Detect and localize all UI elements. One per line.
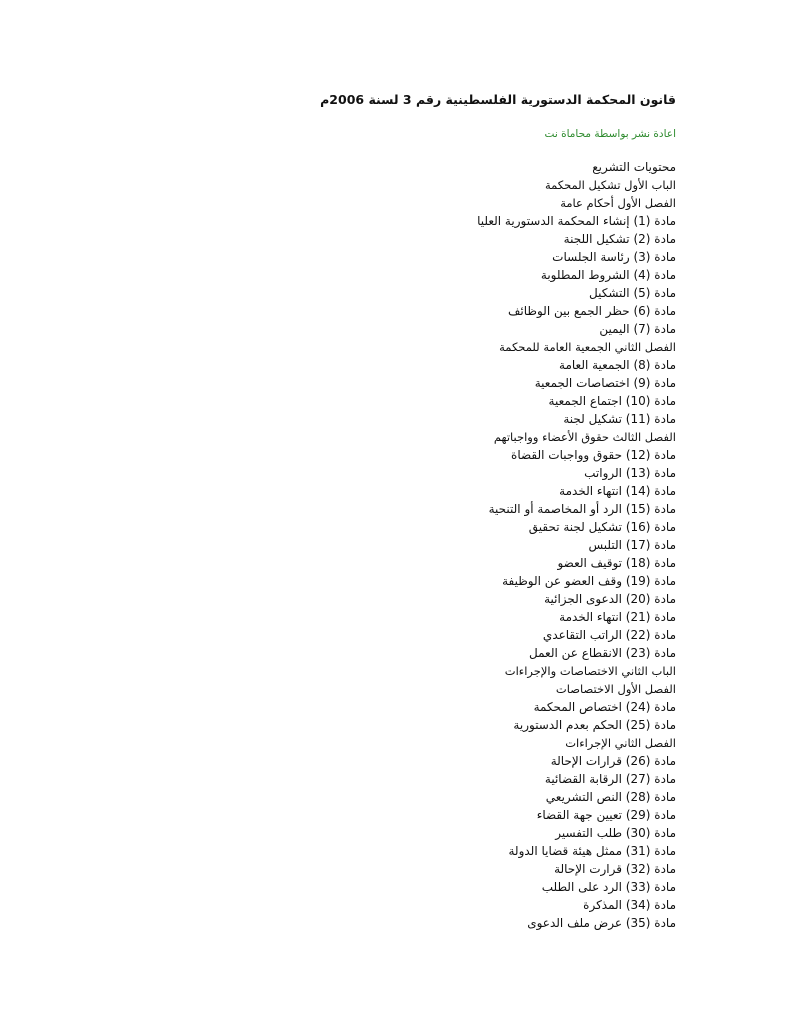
toc-item: مادة (12) حقوق وواجبات القضاة [511, 448, 676, 462]
toc-item: مادة (34) المذكرة [583, 898, 676, 912]
toc-item: الفصل الثاني الإجراءات [565, 736, 676, 750]
toc-item: مادة (18) توقيف العضو [557, 556, 676, 570]
toc-item: مادة (14) انتهاء الخدمة [559, 484, 676, 498]
toc-item: مادة (27) الرقابة القضائية [544, 772, 676, 786]
toc-item: مادة (33) الرد على الطلب [541, 880, 676, 894]
toc-item: مادة (9) اختصاصات الجمعية [534, 376, 676, 390]
toc-item: الفصل الأول أحكام عامة [560, 196, 676, 210]
toc-item: مادة (35) عرض ملف الدعوى [527, 916, 676, 930]
toc-item: مادة (30) طلب التفسير [555, 826, 676, 840]
toc-item: مادة (4) الشروط المطلوبة [540, 268, 676, 282]
toc-item: مادة (29) تعيين جهة القضاء [536, 808, 676, 822]
toc-item: مادة (25) الحكم بعدم الدستورية [513, 718, 676, 732]
toc-item: مادة (2) تشكيل اللجنة [563, 232, 676, 246]
toc-item: مادة (16) تشكيل لجنة تحقيق [528, 520, 676, 534]
toc-item: الفصل الثاني الجمعية العامة للمحكمة [499, 340, 676, 354]
toc-item: مادة (5) التشكيل [588, 286, 676, 300]
toc-item: مادة (23) الانقطاع عن العمل [529, 646, 676, 660]
toc-item: مادة (26) قرارات الإحالة [550, 754, 676, 768]
source-note: اعادة نشر بواسطة محاماة نت [544, 128, 676, 140]
toc-item: محتويات التشريع [592, 160, 676, 174]
toc-item: مادة (15) الرد أو المخاصمة أو التنحية [488, 502, 676, 516]
toc-item: الفصل الثالث حقوق الأعضاء وواجباتهم [493, 430, 676, 444]
toc-item: مادة (1) إنشاء المحكمة الدستورية العليا [477, 214, 676, 228]
toc-item: مادة (17) التلبس [588, 538, 676, 552]
toc-item: مادة (32) قرارت الإحالة [554, 862, 676, 876]
toc-item: مادة (19) وقف العضو عن الوظيفة [502, 574, 676, 588]
toc-item: مادة (10) اجتماع الجمعية [548, 394, 676, 408]
toc-item: مادة (3) رئاسة الجلسات [552, 250, 676, 264]
table-of-contents [156, 158, 676, 932]
toc-item: الباب الثاني الاختصاصات والإجراءات [504, 664, 676, 678]
toc-item: مادة (28) النص التشريعي [545, 790, 676, 804]
toc-item: مادة (11) تشكيل لجنة [563, 412, 676, 426]
document-title: قانون المحكمة الدستورية الفلسطينية رقم 3 لسنة 2006م [320, 92, 676, 107]
toc-item: مادة (8) الجمعية العامة [559, 358, 676, 372]
toc-item: مادة (21) انتهاء الخدمة [559, 610, 676, 624]
toc-item: مادة (31) ممثل هيئة قضايا الدولة [508, 844, 676, 858]
toc-item: مادة (7) اليمين [599, 322, 676, 336]
toc-item: الفصل الأول الاختصاصات [555, 682, 676, 696]
toc-item: مادة (24) اختصاص المحكمة [533, 700, 676, 714]
toc-item: مادة (13) الرواتب [584, 466, 676, 480]
toc-item: مادة (22) الراتب التقاعدي [542, 628, 676, 642]
toc-item: مادة (6) حظر الجمع بين الوظائف [508, 304, 676, 318]
toc-item: الباب الأول تشكيل المحكمة [544, 178, 676, 192]
toc-item: مادة (20) الدعوى الجزائية [544, 592, 676, 606]
